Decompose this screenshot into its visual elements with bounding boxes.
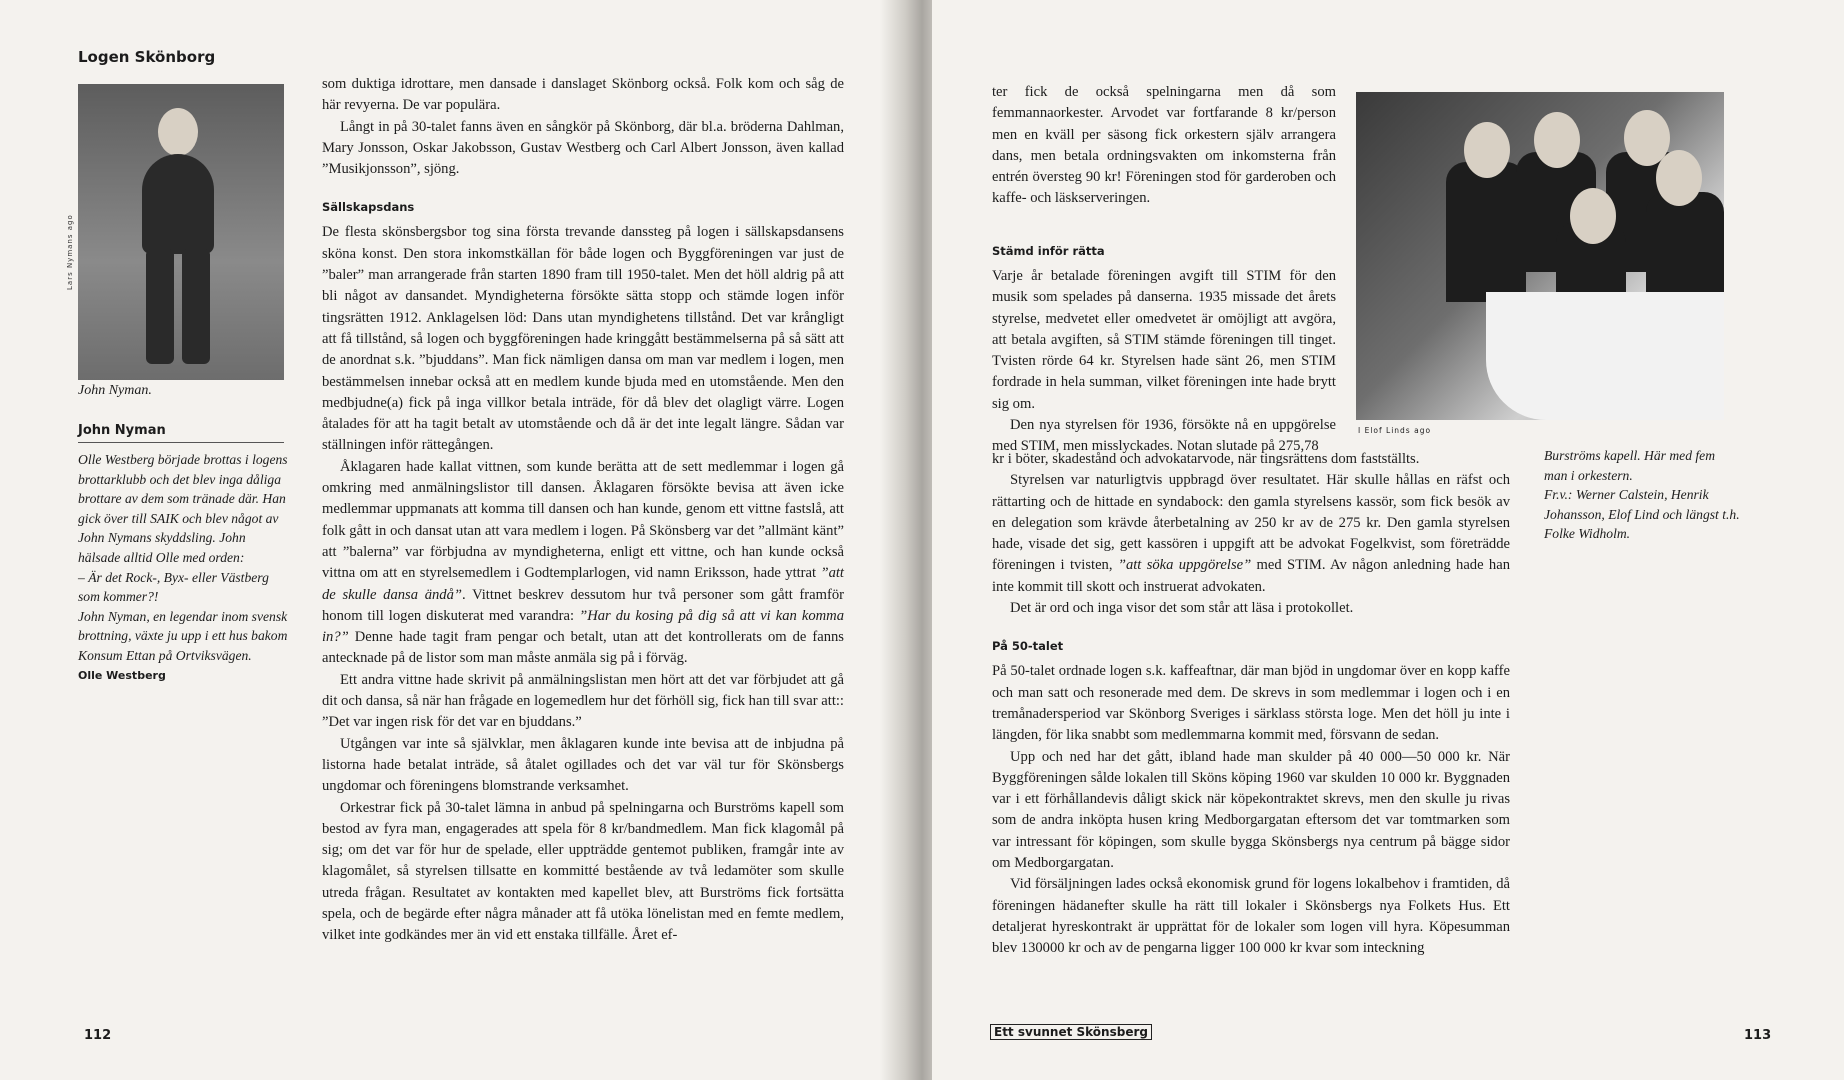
subheading: På 50-talet <box>992 639 1064 654</box>
paragraph: Ett andra vittne hade skrivit på anmälningslistan men hört att det var förbjudet att gå dit och dansa, så när han frågade en logemedlem hur det förhöll sig, fick han till svar att:: ”Det var ingen risk för det var en bjuddans.” <box>322 671 844 731</box>
band-member-face <box>1570 188 1616 244</box>
band-member-face <box>1534 112 1580 168</box>
wrestler-head <box>158 108 198 156</box>
sidebar-divider <box>78 442 284 443</box>
sidebar-paragraph: John Nyman, en legendar inom svensk brottning, växte ju upp i ett hus bakom Konsum Ettan på Ortviksvägen. <box>78 608 288 663</box>
paragraph: Upp och ned har det gått, ibland hade man skulder på 40 000—50 000 kr. När Byggföreningen sålde lokalen till Sköns köping 1960 var skulden 10 000 kr. Byggnaden var i ett förhållandevis dåligt skick när köpekontraktet skrevs, men den skulle ju rivas som de andra inköpta husen kring Medborgargatan eftersom det var tomtmarken som var intressant för köpingen, som skulle bygga Skönsbergs nya centrum på bägge sidor om Medborgargatan. <box>992 748 1510 872</box>
band-member <box>1646 192 1724 302</box>
left-page <box>0 0 912 1080</box>
right-text-column <box>992 449 1510 960</box>
book-title-footer: Ett svunnet Skönsberg <box>990 1024 1152 1040</box>
page-number-left: 112 <box>84 1028 112 1043</box>
paragraph: Orkestrar fick på 30-talet lämna in anbud på spelningarna och Burströms kapell som bestod av fyra man, engagerades att spela för 8 kr/bandmedlem. Man fick klagomål på sig; om det var för hur de spelade, eller uppträdde gentemot publiken, framgår inte av klagomålet, så styrelsen tillsatte en kommitté bestående av två ledamöter som skulle utreda frågan. Resultatet av kontakten med kapellet blev, att Burströms fick fortsätta spela, och de begärde efter några månader att få utöka lönelistan med en femte medlem, vilket inte godkändes mer än vid ett enstaka tillfälle. Året ef- <box>322 799 844 944</box>
text-run: . Vittnet beskrev dessutom hur två personer som gått framför honom till logen diskuterat med varandra: <box>322 586 844 624</box>
piano <box>1486 292 1724 420</box>
sidebar-author: Olle Westberg <box>78 668 166 682</box>
sidebar-text <box>78 450 290 685</box>
paragraph: Vid försäljningen lades också ekonomisk grund för logens lokalbehov i framtiden, då föreningen hädanefter skulle ha rätt till lokaler i Skönsbergs nya Folkets Hus. Ett detaljerat hyreskontrakt är upprättat för de lokaler som logen vill hyra. Köpesumman blev 130000 kr och av de pengarna ligger 100 000 kr kvar som inteckning <box>992 876 1510 957</box>
stim-section <box>992 232 1336 458</box>
sidebar-paragraph: – Är det Rock-, Byx- eller Västberg som kommer?! <box>78 569 269 605</box>
quote: ”att de skulle dansa ändå” <box>322 565 844 603</box>
paragraph: Det är ord och inga visor det som står att läsa i protokollet. <box>1010 600 1354 617</box>
subheading: Stämd inför rätta <box>992 244 1105 258</box>
right-top-text <box>992 82 1336 210</box>
band-member-face <box>1464 122 1510 178</box>
paragraph: De flesta skönsbergsbor tog sina första trevande danssteg på logen i sällskapsdansens sköna konst. Den stora inkomstkällan för både logen och Byggföreningen var just de ”baler” man arrangerade från starten 1890 fram till 1950-talet. Men det höll aldrig på att bli något av dansandet. Myndigheterna försökte sätta stopp och stämde logen inför tingsrätten 1912. Anklagelsen löd: Dans utan myndighetens tillstånd. Det var krångligt att få tillstånd, så logen och byggföreningen hade kringgått bestämmelserna på så sätt att de anordnat s.k. ”bjuddans”. Man fick nämligen dansa om man var medlem i logen, men bestämmelsen innebar också att en medlem kunde bjuda med en utomstående. Men den medbjudne(a) fick på inga villkor betala inträde, för då blev det olagligt värre. Logen åtalades för att ha tagit betalt av utomstående och då är det inte legalt längre. Sådan var ställningen inför rättegången. <box>322 224 844 454</box>
subheading: Sällskapsdans <box>322 200 415 215</box>
paragraph: som duktiga idrottare, men dansade i danslaget Skönborg också. Folk kom och såg de här revyerna. De var populära. <box>322 76 844 114</box>
text-run: Denne hade tagit fram pengar och betalt, utan att det kontrollerats om de fanns antecknade på de listor som man måste anmäla sig på i förväg. <box>322 629 844 667</box>
wrestler-leg-left <box>146 249 174 364</box>
paragraph: kr i böter, skadestånd och advokatarvode, när tingsrättens dom fastställts. <box>992 451 1420 467</box>
paragraph: På 50-talet ordnade logen s.k. kaffeaftnar, där man bjöd in ungdomar över en kopp kaffe och man satt och resonerade med dem. De skrevs in som medlemmar i logen och i en tremånadersperiod var Skönborg Sveriges i särklass största loge. Men det höll ju inte i längden, för lika snabbt som medlemmarna kommit med, försvann de sedan. <box>992 663 1510 744</box>
photo-caption-left: John Nyman. <box>78 383 152 398</box>
band-photo <box>1356 92 1724 420</box>
paragraph: ter fick de också spelningarna men då som femmannaorkester. Arvodet var fortfarande 8 kr/person men en kväll per säsong fick orkestern själv arrangera dans, men betala ordningsvakten om inkomsterna från entrén översteg 90 kr! Föreningen stod för garderoben och kaffe- och läskserveringen. <box>992 84 1336 207</box>
paragraph: Utgången var inte så självklar, men åklagaren kunde inte bevisa att de inbjudna på listorna hade betalat inträde, så åtalet ogillades och det var väl tur för Skönsbergs ungdomar och föreningens blomstrande verksamhet. <box>322 735 844 795</box>
wrestler-torso <box>142 154 214 254</box>
band-photo-caption <box>1544 446 1740 544</box>
photo-credit-left: Lars Nymans ago <box>66 214 74 290</box>
quote: ”Har du kosing på dig så att vi kan komma in?” <box>322 607 844 646</box>
section-title: Logen Skönborg <box>78 48 216 66</box>
wrestler-photo <box>78 84 284 380</box>
paragraph <box>992 470 1510 598</box>
sidebar-paragraph: Olle Westberg började brottas i logens brottarklubb och det blev inga dåliga brottare av dem som tränade där. Han gick över till SAIK och blev något av John Nymans skyddsling. John hälsade alltid Olle med orden: <box>78 452 288 565</box>
left-text-column <box>322 74 844 947</box>
band-member <box>1446 162 1526 302</box>
wrestler-leg-right <box>182 249 210 364</box>
caption-line: Fr.v.: Werner Calstein, Henrik Johansson, Elof Lind och längst t.h. Folke Widholm. <box>1544 487 1740 542</box>
text-run: Styrelsen var naturligtvis uppbragd över resultatet. Här skulle hållas en räfst och rättarting och de hittade en syndabock: den gamla styrelsens kassör, som fick besök av en delegation som krävde återbetalning av 250 kr av de 275 kr. Den gamla styrelsen hade, visade det sig, gett kassören i uppgift att be advokat Fogelkvist, som företrädde föreningen i tvisten, <box>992 472 1510 574</box>
right-page <box>932 0 1844 1080</box>
quote: ”att söka uppgörelse” <box>1117 557 1252 574</box>
caption-line: Burströms kapell. Här med fem man i orkestern. <box>1544 448 1716 483</box>
text-run: Åklagaren hade kallat vittnen, som kunde berätta att de sett medlemmar i logen gå omkring med anmälningslistor till dansen. Åklagaren försökte bevisa att även icke medlemmar uppmanats att komma till dansen och han kunde, genom ett vittne fastslå, att folk gått in och dansat utan att vara medlem i logen. På Skönsberg var det ”allmänt känt” att ”balerna” var förbjudna av myndigheterna, enligt ett vittne, och han kunde också vittna om att en styrelsemedlem i Godtemplarlogen, vid namn Eriksson, hade yttrat <box>322 458 844 582</box>
paragraph: Den nya styrelsen för 1936, försökte nå en uppgörelse med STIM, men misslyckades. Notan slutade på 275,78 <box>992 417 1336 455</box>
text-run: med STIM. Av någon anledning hade han inte kommit till skott och instruerat advokaten. <box>992 557 1510 595</box>
paragraph <box>322 457 844 670</box>
photo-credit-right: I Elof Linds ago <box>1358 426 1432 435</box>
band-member-face <box>1656 150 1702 206</box>
sidebar-title: John Nyman <box>78 423 166 438</box>
page-number-right: 113 <box>1744 1028 1772 1043</box>
paragraph: Varje år betalade föreningen avgift till STIM för den musik som spelades på danserna. 1935 missade det årets styrelse, medvetet eller omedvetet är omöjligt att avgöra, att betala avgiften, så STIM stämde föreningen till tinget. Tvisten rörde 64 kr. Styrelsen hade sänt 26, men STIM fordrade in hela summan, vilket föreningen inte hade brytt sig om. <box>992 268 1336 412</box>
paragraph: Långt in på 30-talet fanns även en sångkör på Skönborg, där bl.a. bröderna Dahlman, Mary Jonsson, Oskar Jakobsson, Gustav Westberg och Carl Albert Jonsson, även kallad ”Musikjonsson”, sjöng. <box>322 118 844 178</box>
